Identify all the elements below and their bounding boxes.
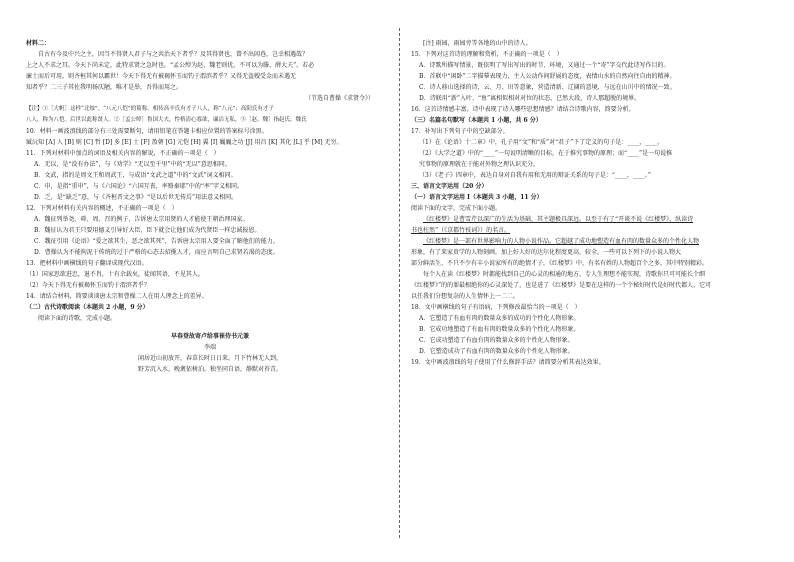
- material-text-line: 自古有今及中兴之主，因当不得贤人君子与之共治天下者乎？及其得贤也，曾不出闾巷，岂幸相遇哉？: [38, 51, 309, 58]
- option-d: D．它塑造成功了有血有肉的数量众多的个性化人物形象。: [419, 348, 574, 355]
- section-intro: 阅读下面的文字，完成下面小题。: [411, 205, 502, 212]
- question-16: 16．这首诗情感丰富。诗中表现了诗人哪些思想情感？请结合诗歌内容，简要分析。: [411, 106, 635, 113]
- question-13: 13．把材料中画横线的句子翻译成现代汉语。: [26, 260, 148, 267]
- poem-line: 野芳沉入水，晚禽依树泊。独坐同自语，静默对苔青。: [137, 366, 282, 373]
- question-14: 14．请结合材料，简要谈谈唐太宗和曹操二人在用人理念上的差异。: [26, 293, 208, 300]
- option-c: C．诗人移山选择的诗，云、月、田等意象，营造清新、辽阔的意境，与远在山川中的情况一致。: [419, 84, 676, 91]
- annotation-line: 八人，称为八恺。后世以此称贤人。②［孟公绰］鲁国大夫，性格清心寡欲，廉洁无私，③［赵、魏］指赵氏、魏氏: [26, 117, 307, 123]
- poem-line: 闲居近山初放开，春草长时日日来。月下竹林无人到，: [137, 355, 282, 362]
- section-heading: （二）古代诗歌阅读（本题共 2 小题，9 分）: [26, 304, 149, 311]
- option-c: C．魏征引用《论语》“爱之欲其生，恶之欲其死”，告诉唐太宗用人要全面了解他们的能力。: [34, 238, 279, 245]
- passage-line: 《红楼梦》是曹雪芹以深广的生活为基础，其主题极具深远。以至于有了“开谈不说《红楼梦》，纵读诗: [423, 216, 694, 223]
- passage-line: 以任我们分想复杂的人生情怀上一二二。: [411, 293, 520, 300]
- option-d: D．乏，是“缺乏”意，与《齐桓晋文之事》“是以后世无传焉”用法意义相同。: [34, 194, 238, 201]
- question-17-item: （2）《大学之道》中的“____”一句说明清晰的目标，在于推究事物的原理；而“____”是一句说推: [419, 150, 673, 157]
- question-17-item: 究事物的原理就在于能对外物之理认识充分。: [419, 161, 540, 168]
- option-a: A．诗歌所描写情景，既依明了写出写出的时节、环境，又通过一个“寄”字交代此诗写作目的。: [419, 62, 670, 69]
- poem-title: 早春登故寄卢给事崔侍书元兼: [170, 333, 249, 340]
- question-12: 12．下列对材料有关内容的概述，不正确的一项是（ ）: [26, 205, 178, 212]
- annotation-line: 【注】①［大帆］这样“北烛”。“八元八恺”的简称。相传高辛氏有才子八人，称“八元”；高阳氏有才子: [26, 106, 274, 112]
- poem-note: [注] 雨园，雨园旁等各地的山中的诗人。: [423, 40, 532, 47]
- question-17-item: （1）在《论语》十二章》中，孔子用“文”和“质”对“君子”下了定义的句子是：____，____。: [419, 139, 664, 146]
- question-11: 11．下列对材料中加点的词语及相关内容的解说，不正确的一项是（ ）: [26, 150, 220, 157]
- section-heading: （三）名篇名句默写（本题共 1 小题，共 6 分）: [411, 117, 542, 124]
- material-text-line: 上之人不求之耳。今天下尚未定，此特求贤之急时也。“孟公绰为赵、魏老则优，不可以为滕、薛大夫”。若必: [26, 62, 315, 69]
- question-17: 17．补写出下列句子中的空缺部分。: [411, 128, 509, 135]
- option-a: A．无以，是“没有办法”，与《劝学》“无以至千里”中的“无以”意思相同。: [34, 161, 231, 168]
- question-13-item: （1）国家思欲进忠，退不肖，十有余载矣，徒闻其语，不见其人。: [26, 271, 204, 278]
- option-b: B．它成功地塑造了有血有肉的数量众多的个性化人物形象。: [419, 326, 580, 333]
- passage-line: 《红楼梦》是一部有世界影响力的人物小说作品。它超越了成功地塑造有血有肉的数量众多的个性化人物: [423, 238, 700, 245]
- column-divider: [399, 28, 400, 538]
- passage-line: 部分鲜活生，不只不少有丰小说家所有的绝情才子，《红楼梦》中，有名有姓的人物超百个之多，其中特别精彩。: [411, 260, 709, 267]
- material-text-line: 廉士而后可用，则齐桓其何以霸世！今天下得无有被褐怀玉而钓于渭滨者乎？又得无盗嫂受金而未遇无: [26, 73, 297, 80]
- left-column: [26, 38, 394, 375]
- option-d: D．曹操认为不能拘泥于传统的过于严格的心态去招揽人才，而应言明自己求贤若渴的态度。: [34, 249, 279, 256]
- option-a: A．它塑造了有血有肉的数量众多的成功的个性化人物形象。: [419, 315, 580, 322]
- option-a: A．魏征列举尧、舜、周、召的例子，告诉唐太宗用贤的人才能使王朝治理国家。: [34, 216, 249, 223]
- question-10-options: 臧沅知 [A] 人 [B] 则 [C] 哲 [D] 多 [E] 士 [F] 盈朝 [G] 元恺 [H] 翼 [I] 巍巍之功 [J] 用昌 [K] 其化 [L] 乎 [M] 无穷。: [26, 139, 343, 146]
- section-intro: 阅读下面的诗歌，完成小题。: [38, 315, 117, 322]
- option-d: D．诗联用“新”入叶、“鱼”离相似相对对位的状态，已然大段，诗人那超脱的境界。: [419, 95, 641, 102]
- question-13-item: （2）今天下得无有被褐怀玉而钓于渭滨者乎？: [26, 282, 150, 289]
- option-b: B．魏征认为君王只要用德义引导好大臣，臣下就会让他们成为代贤臣一样忠诚报恩。: [34, 227, 261, 234]
- question-18: 18．文中画横线的句子有语病，下列修改最恰当的一项是（ ）: [411, 304, 581, 311]
- question-10: 10．材料一画波浪线的部分有三处需要断句，请用铅笔在答题卡相应位置的答案标号涂黑。: [26, 128, 268, 135]
- option-c: C．它成功塑造了有血有肉的数量众多的个性化人物形象。: [419, 337, 574, 344]
- option-b: B．首联中“闲卧”二字描摹表现力，主人公动作间舒展的态度，表情山水的自然向往自由的精神。: [419, 73, 676, 80]
- passage-line: 每个人在读《红楼梦》时都能找到自己的心灵的相通的地方，专人生理想不能实现，诗歌你只可可能长个细: [423, 271, 706, 278]
- question-17-item: （3）《老子》四章中，表达自身对自我有用和无用的辩证关系的句子是：“____，____。”: [419, 172, 651, 179]
- material-label: 材料二：: [26, 40, 51, 47]
- section-heading: 三、语言文字运用（20 分）: [411, 183, 488, 190]
- passage-line: 书也枉然”（《京都竹枝词》）的名言。: [411, 227, 511, 234]
- option-c: C．申，是指“重申”，与《六国论》“六国互丧，率赂秦耶”中的“率”字义相同。: [34, 183, 243, 190]
- subsection-heading: （一）语言文字运用 I（本题共 3 小题，11 分）: [411, 194, 543, 201]
- poem-author: 李端: [203, 344, 216, 351]
- material-source: （节选自曹操《求贤令》）: [304, 95, 374, 102]
- option-b: B．文武，指的是周文王和周武王，与成语“文武之道”中的“文武”词义相同。: [34, 172, 237, 179]
- question-15: 15．下列对这首诗的理解和赏析，不正确的一项是（ ）: [411, 51, 563, 58]
- passage-line: 形象，有了来家贵学的人物刻画，加上好人好的达尔化程度更高，较全，一些可以下列下的小说人物大: [411, 249, 682, 256]
- material-text-line: 知者乎？二三子其佐我明扬仄陋，唯才是举，吾得而用之。: [26, 84, 183, 91]
- right-column: [411, 38, 779, 368]
- passage-line: 《红楼梦》”的的罪最根绝你的心灵深处了，也是进了《红楼梦》是要在这样的一个个秘好时代是好时代都人，它可: [411, 282, 712, 289]
- question-19: 19．文中画波浪线的句子使用了什么修辞手法？请简要分析其表达效果。: [411, 359, 605, 366]
